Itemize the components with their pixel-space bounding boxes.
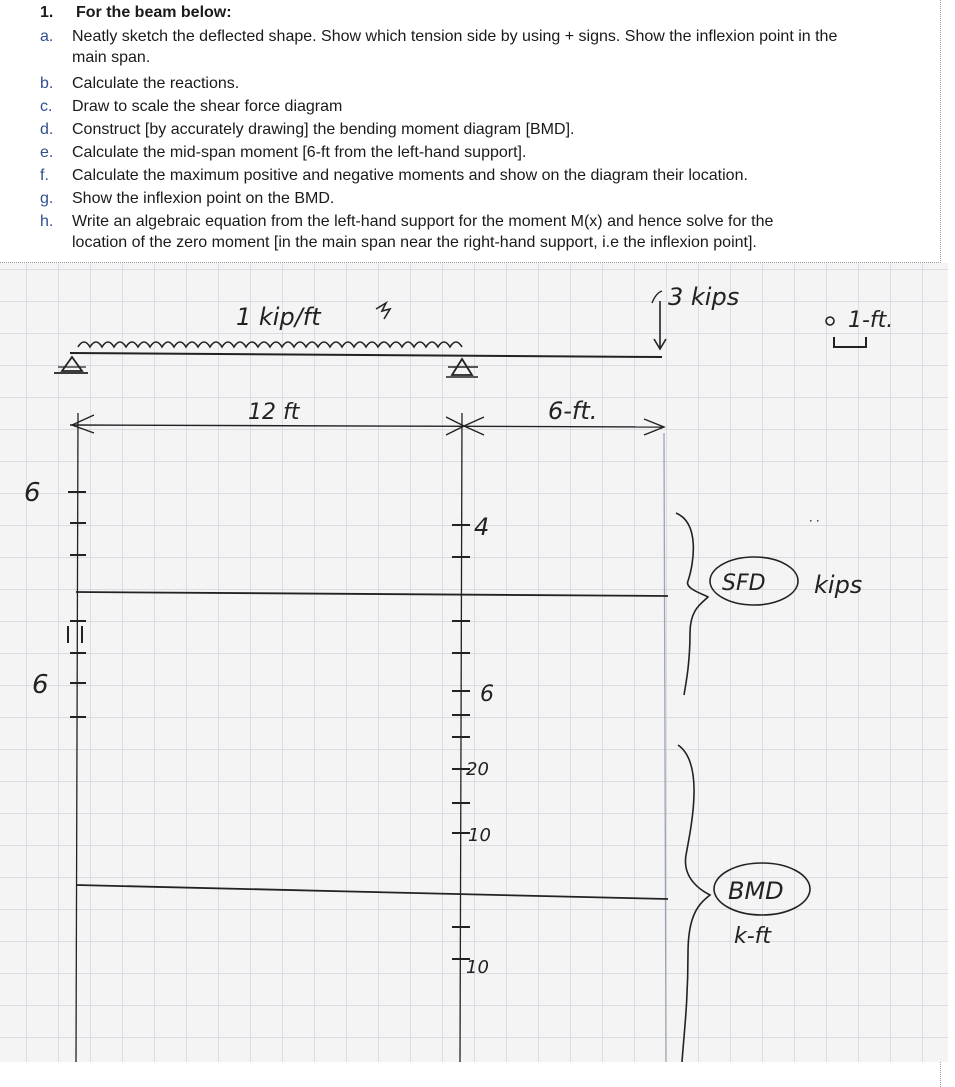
item-text-line: Write an algebraic equation from the left-hand support for the moment M(x) and hence solve for the — [72, 213, 774, 230]
sfd-mid-value: 4 — [474, 513, 490, 541]
span2-label: 6-ft. — [548, 397, 598, 425]
item-text: Calculate the reactions. — [72, 75, 240, 92]
bmd-tick-a-value: 6 — [480, 682, 494, 707]
item-letter: f. — [40, 167, 49, 184]
item-text: Show the inflexion point on the BMD. — [72, 190, 335, 207]
sfd-units: kips — [814, 571, 863, 599]
page-margin-line — [940, 1062, 942, 1087]
bmd-tick-d-value: 10 — [466, 957, 489, 978]
bmd-tick-c-value: 10 — [468, 825, 491, 846]
item-text-line: main span. — [72, 49, 151, 66]
bmd-units: k-ft — [734, 924, 772, 949]
item-letter: b. — [40, 75, 54, 92]
item-letter: d. — [40, 121, 54, 138]
sfd-units-dots: ˙˙ — [806, 519, 820, 535]
beam-sketch — [0, 263, 948, 1062]
sfd-left-value: 6 — [24, 478, 41, 508]
question-text-block — [0, 0, 941, 263]
bmd-tick-b-value: 20 — [466, 759, 489, 780]
item-letter: e. — [40, 144, 54, 161]
item-letter: g. — [40, 190, 54, 207]
item-text: Calculate the mid-span moment [6-ft from the left-hand support]. — [72, 144, 527, 161]
item-text: Calculate the maximum positive and negative moments and show on the diagram their location. — [72, 167, 748, 184]
udl-label: 1 kip/ft — [236, 303, 321, 331]
item-text: Draw to scale the shear force diagram — [72, 98, 343, 115]
item-text-line: location of the zero moment [in the main span near the right-hand support, i.e the inflexion point]. — [72, 234, 757, 251]
bmd-label: BMD — [728, 877, 784, 905]
question-number: 1. — [40, 4, 54, 21]
question-title: For the beam below: — [76, 4, 232, 21]
point-load-label: 3 kips — [668, 283, 740, 311]
grid-paper — [0, 263, 948, 1062]
beam-sketch-photo — [0, 263, 948, 1062]
item-text-line: Neatly sketch the deflected shape. Show which tension side by using + signs. Show the inflexion point in the — [72, 28, 838, 45]
item-text: Construct [by accurately drawing] the bending moment diagram [BMD]. — [72, 121, 575, 138]
scale-label: 1-ft. — [848, 308, 894, 333]
sfd-label: SFD — [722, 571, 766, 596]
question-heading — [40, 4, 232, 22]
item-letter: c. — [40, 98, 53, 115]
item-text — [72, 26, 932, 68]
item-text — [72, 211, 932, 253]
span1-label: 12 ft — [248, 400, 300, 425]
item-letter: a. — [40, 28, 54, 45]
item-letter: h. — [40, 213, 54, 230]
bmd-left-value: 6 — [32, 670, 49, 700]
